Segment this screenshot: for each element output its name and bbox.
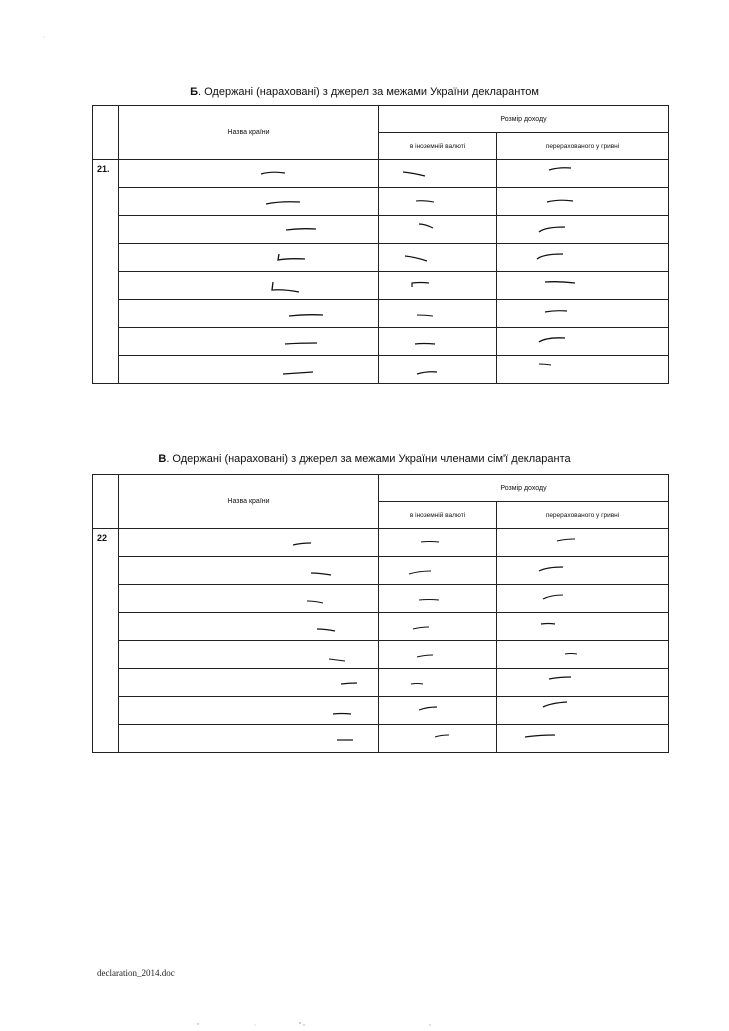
- row-number: 21.: [93, 160, 119, 384]
- row-number: 22: [93, 529, 119, 753]
- footer-filename: declaration_2014.doc: [97, 968, 175, 978]
- section-b-title-text: . Одержані (нараховані) з джерел за межами України декларантом: [197, 86, 539, 98]
- header-income: Розмір доходу: [379, 106, 669, 133]
- section-b-letter: Б: [190, 86, 198, 98]
- header-foreign-currency: в іноземній валюті: [379, 133, 497, 160]
- header-uah: перерахованого у гривні: [497, 133, 669, 160]
- header-country: Назва країни: [119, 475, 379, 529]
- header-uah: перерахованого у гривні: [497, 502, 669, 529]
- header-income: Розмір доходу: [379, 475, 669, 502]
- section-c-title-text: . Одержані (нараховані) з джерел за межами України членами сім'ї декларанта: [166, 453, 571, 465]
- section-c-letter: В: [158, 453, 167, 465]
- header-foreign-currency: в іноземній валюті: [379, 502, 497, 529]
- header-country: Назва країни: [119, 106, 379, 160]
